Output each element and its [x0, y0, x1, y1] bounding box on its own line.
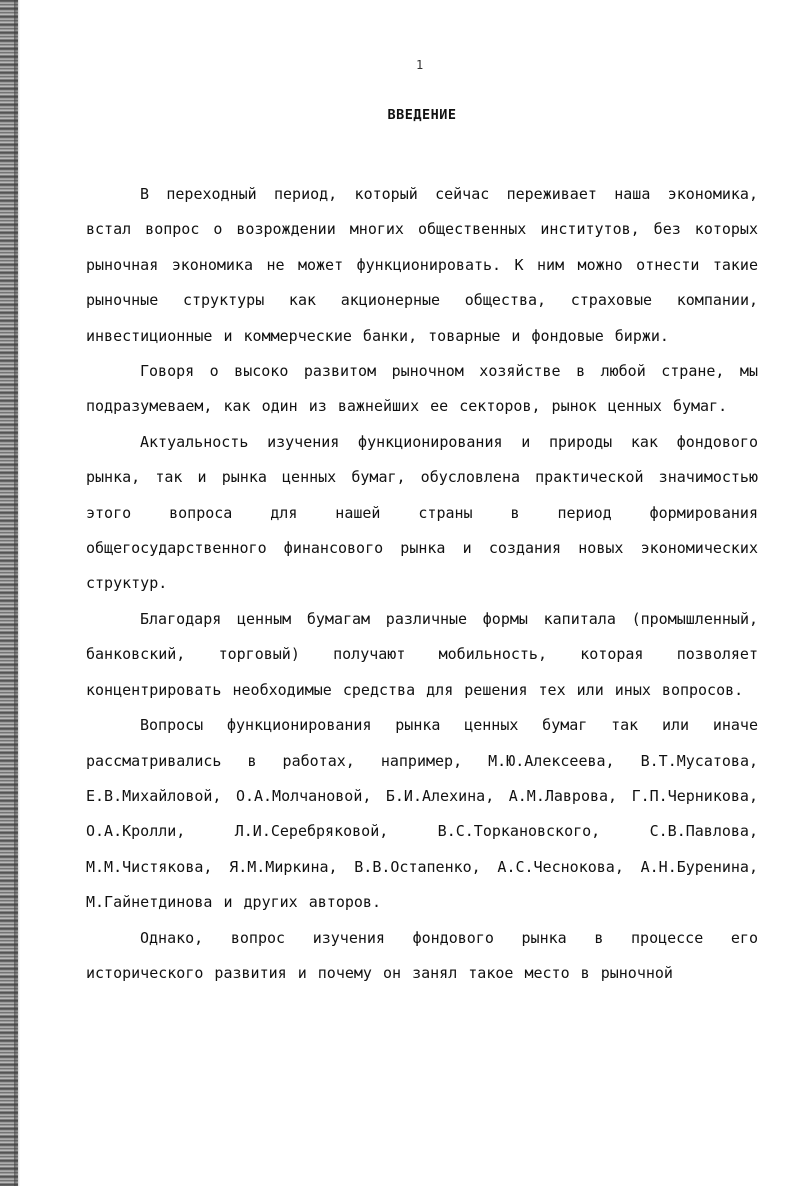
document-page — [86, 104, 758, 991]
document-body — [86, 177, 758, 991]
paragraph: Говоря о высоко развитом рыночном хозяйстве в любой стране, мы подразумеваем, как один из важнейших ее секторов, рынок ценных бумаг. — [86, 362, 758, 416]
page-number: 1 — [416, 58, 424, 72]
paragraph: Однако, вопрос изучения фондового рынка в процессе его исторического развития и почему он занял такое место в рыночной — [86, 928, 758, 982]
document-title: ВВЕДЕНИЕ — [387, 107, 457, 123]
paragraph: В переходный период, который сейчас переживает наша экономика, встал вопрос о возрождении многих общественных институтов, без которых рыночная экономика не может функционировать. К ним можно отнести такие рыночные структуры как акционерные общества, страховые компании, инвестиционные и коммерческие банки, товарные и фондовые биржи. — [86, 185, 758, 345]
scan-edge-shadow — [14, 0, 20, 1186]
paragraph: Вопросы функционирования рынка ценных бумаг так или иначе рассматривались в работах, например, М.Ю.Алексеева, В.Т.Мусатова, Е.В.Михайловой, О.А.Молчановой, Б.И.Алехина, А.М.Лаврова, Г.П.Черникова, О.А.Кролли, Л.И.Серебряковой, В.С.Торкановского, С.В.Павлова, М.М.Чистякова, Я.М.Миркина, В.В.Остапенко, А.С.Чеснокова, А.Н.Буренина, М.Гайнетдинова и других авторов. — [86, 716, 758, 912]
paragraph: Благодаря ценным бумагам различные формы капитала (промышленный, банковский, торговый) получают мобильность, которая позволяет концентрировать необходимые средства для решения тех или иных вопросов. — [86, 609, 758, 699]
paragraph: Актуальность изучения функционирования и природы как фондового рынка, так и рынка ценных бумаг, обусловлена практической значимостью этого вопроса для нашей страны в период формирования общегосударственного финансового рынка и создания новых экономических структур. — [86, 432, 758, 593]
